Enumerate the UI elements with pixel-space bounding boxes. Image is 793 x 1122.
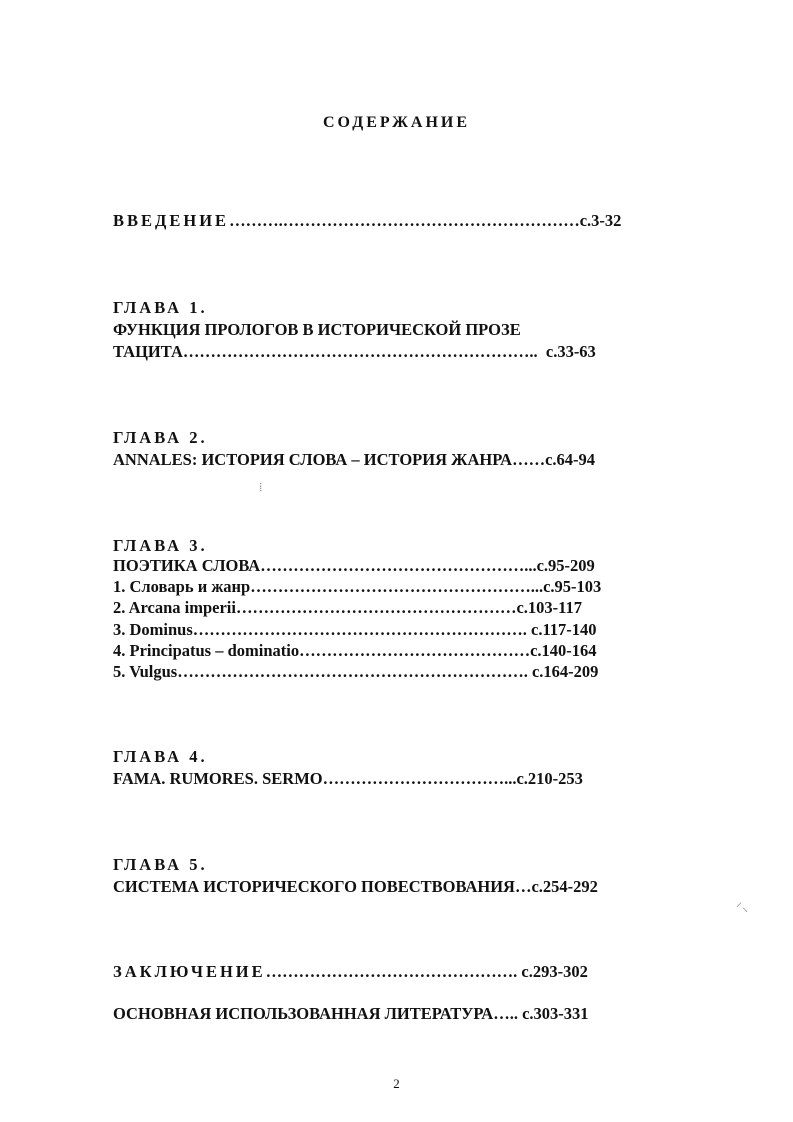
intro-label: ВВЕДЕНИЕ (113, 211, 230, 230)
intro-dots: ……….……………………………………………… (229, 211, 580, 230)
scan-speck: ⸍⸜ (736, 900, 749, 914)
chapter-5-heading: ГЛАВА 5. (113, 855, 208, 874)
toc-entry-conclusion (113, 962, 588, 982)
intro-pages: с.3-32 (579, 211, 622, 230)
chapter-3-item: 5. Vulgus………………………………………………………. с.164-209 (113, 662, 599, 681)
page-number: 2 (393, 1076, 400, 1091)
scan-speck: ⁞ (259, 480, 263, 494)
chapter-3-heading: ГЛАВА 3. (113, 536, 208, 555)
chapter-4-title: FAMA. RUMORES. SERMO……………………………...с.210-253 (113, 769, 583, 788)
chapter-3-item: 2. Arcana imperii……………………………………………с.103-117 (113, 598, 583, 617)
chapter-3-item: 1. Словарь и жанр……………………………………………...с.95-103 (113, 577, 602, 596)
chapter-1-title: ФУНКЦИЯ ПРОЛОГОВ В ИСТОРИЧЕСКОЙ ПРОЗЕ (113, 320, 521, 339)
toc-entry-literature: ОСНОВНАЯ ИСПОЛЬЗОВАННАЯ ЛИТЕРАТУРА….. с.303-331 (113, 1004, 589, 1023)
chapter-4-heading: ГЛАВА 4. (113, 747, 208, 766)
chapter-1-title-cont: ТАЦИТА……………………………………………………….. с.33-63 (113, 342, 596, 361)
chapter-3-item: 4. Principatus – dominatio……………………………………с.140-164 (113, 641, 597, 660)
chapter-1-heading: ГЛАВА 1. (113, 298, 208, 317)
chapter-2-title: ANNALES: ИСТОРИЯ СЛОВА – ИСТОРИЯ ЖАНРА……с.64-94 (113, 450, 596, 469)
toc-entry-intro (113, 211, 621, 231)
page-title: СОДЕРЖАНИЕ (322, 114, 471, 131)
conclusion-pages: с.293-302 (517, 962, 588, 981)
conclusion-dots: ………………………………………. (265, 962, 518, 981)
chapter-3-title: ПОЭТИКА СЛОВА…………………………………………...с.95-209 (113, 556, 595, 575)
conclusion-label: ЗАКЛЮЧЕНИЕ (113, 962, 266, 981)
chapter-3-item: 3. Dominus……………………………………………………. с.117-140 (113, 620, 597, 639)
chapter-2-heading: ГЛАВА 2. (113, 428, 208, 447)
chapter-5-title: СИСТЕМА ИСТОРИЧЕСКОГО ПОВЕСТВОВАНИЯ…с.254-292 (113, 877, 598, 896)
